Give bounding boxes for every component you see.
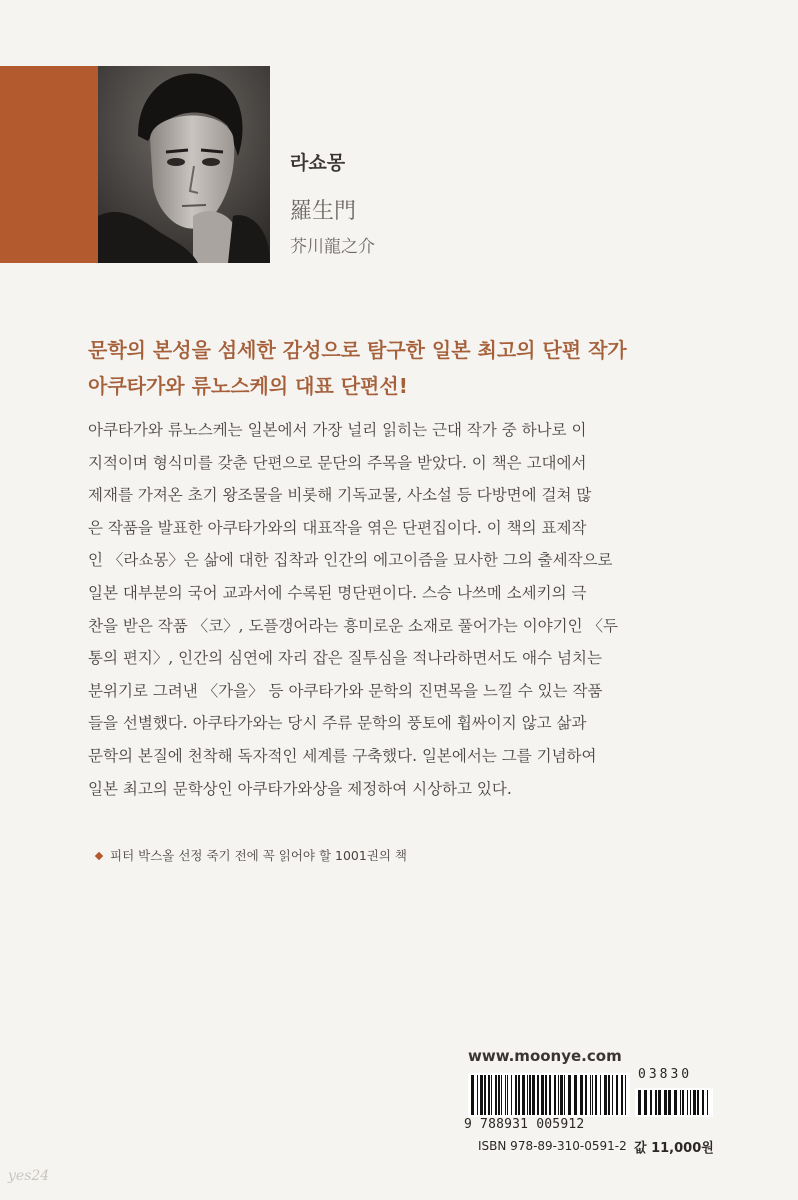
barcode-bar: [560, 1075, 563, 1115]
barcode-bar: [616, 1075, 618, 1115]
barcode-bar: [471, 1075, 474, 1115]
barcode-bar: [638, 1090, 641, 1115]
body-line: 찬을 받은 작품 〈코〉, 도플갱어라는 흥미로운 소재로 풀어가는 이야기인 〈두: [88, 616, 618, 635]
barcode-bar: [488, 1075, 490, 1115]
body-line: 아쿠타가와 류노스케는 일본에서 가장 널리 읽히는 근대 작가 중 하나로 이: [88, 421, 587, 439]
author-portrait: [98, 66, 270, 263]
body-line: 제재를 가져온 초기 왕조물을 비롯해 기독교물, 사소설 등 다방면에 걸쳐 많: [88, 486, 592, 505]
barcode-bar: [580, 1075, 583, 1115]
barcode-addon-digits: 03830: [638, 1067, 693, 1082]
barcode-bar: [625, 1075, 626, 1115]
headline: [88, 332, 728, 404]
body-line: 일본 대부분의 국어 교과서에 수록된 명단편이다. 스승 나쓰메 소세키의 극: [88, 583, 587, 602]
barcode-bar: [554, 1075, 556, 1115]
barcode-bar: [518, 1075, 520, 1115]
barcode-bar: [537, 1075, 539, 1115]
barcode-bar: [505, 1075, 506, 1115]
body-line: 일본 최고의 문학상인 아쿠타가와상을 제정하여 시상하고 있다.: [88, 779, 512, 798]
barcode-bar: [511, 1075, 512, 1115]
price: 값 11,000원: [634, 1141, 714, 1156]
award-note: [96, 846, 407, 864]
barcode-bar: [549, 1075, 551, 1115]
barcode-bar: [574, 1075, 577, 1115]
body-line: 들을 선별했다. 아쿠타가와는 당시 주류 문학의 풍토에 휩싸이지 않고 삶과: [88, 714, 587, 733]
barcode-bar: [604, 1075, 607, 1115]
barcode-bar: [498, 1075, 500, 1115]
barcode-bar: [501, 1075, 502, 1115]
body-line: 분위기로 그려낸 〈가을〉 등 아쿠타가와 문학의 진면목을 느낄 수 있는 작품: [88, 681, 603, 700]
addon-barcode: [635, 1088, 713, 1117]
barcode-bar: [644, 1090, 647, 1115]
barcode-bar: [480, 1075, 483, 1115]
barcode-bar: [541, 1075, 544, 1115]
barcode-bar: [650, 1090, 652, 1115]
headline-line: 아쿠타가와 류노스케의 대표 단편선!: [88, 374, 408, 398]
author-name: 芥川龍之介: [290, 237, 375, 257]
barcode-bar: [655, 1090, 657, 1115]
barcode-bar: [682, 1090, 684, 1115]
barcode-bar: [491, 1075, 492, 1115]
barcode-bar: [590, 1075, 591, 1115]
watermark: yes24: [8, 1168, 50, 1184]
barcode-bar: [592, 1075, 593, 1115]
isbn-number: ISBN 978-89-310-0591-2: [478, 1139, 627, 1153]
barcode-bar: [690, 1090, 691, 1115]
barcode-bar: [693, 1090, 696, 1115]
isbn-barcode: [468, 1073, 630, 1117]
barcode-bar: [564, 1075, 565, 1115]
barcode-digits: 9 788931 005912: [464, 1117, 585, 1132]
barcode-bar: [608, 1075, 610, 1115]
body-line: 은 작품을 발표한 아쿠타가와의 대표작을 엮은 단편집이다. 이 책의 표제작: [88, 518, 587, 537]
barcode-bar: [515, 1075, 517, 1115]
barcode-bar: [585, 1075, 587, 1115]
barcode-bar: [697, 1090, 699, 1115]
barcode-bar: [664, 1090, 667, 1115]
barcode-bar: [532, 1075, 535, 1115]
barcode-bar: [545, 1075, 547, 1115]
barcode-bar: [702, 1090, 704, 1115]
body-line: 지적이며 형식미를 갖춘 단편으로 문단의 주목을 받았다. 이 책은 고대에서: [88, 453, 587, 472]
book-title-korean: 라쇼몽: [290, 152, 346, 174]
barcode-bar: [658, 1090, 661, 1115]
barcode-bar: [527, 1075, 528, 1115]
barcode-bar: [707, 1090, 708, 1115]
award-note-text: 피터 박스올 선정 죽기 전에 꼭 읽어야 할 1001권의 책: [110, 848, 407, 863]
accent-color-band: [0, 66, 98, 263]
barcode-bar: [668, 1090, 671, 1115]
barcode-bar: [558, 1075, 559, 1115]
body-line: 통의 편지〉, 인간의 심연에 자리 잡은 질투심을 적나라하면서도 애수 넘치는: [88, 649, 602, 668]
body-line: 문학의 본질에 천착해 독자적인 세계를 구축했다. 일본에서는 그를 기념하여: [88, 746, 597, 765]
barcode-bar: [495, 1075, 497, 1115]
barcode-bar: [621, 1075, 623, 1115]
book-title-original: 羅生門: [290, 199, 357, 224]
barcode-bar: [507, 1075, 508, 1115]
barcode-bar: [680, 1090, 681, 1115]
barcode-bar: [595, 1075, 597, 1115]
diamond-bullet-icon: [95, 852, 103, 860]
barcode-bar: [600, 1075, 601, 1115]
barcode-bar: [477, 1075, 478, 1115]
barcode-bar: [484, 1075, 486, 1115]
barcode-bar: [674, 1090, 677, 1115]
headline-line: 문학의 본성을 섬세한 감성으로 탐구한 일본 최고의 단편 작가: [88, 338, 627, 362]
barcode-bar: [529, 1075, 531, 1115]
barcode-bar: [568, 1075, 571, 1115]
description-body: [88, 414, 728, 805]
publisher-url: www.moonye.com: [468, 1047, 622, 1065]
barcode-bar: [687, 1090, 688, 1115]
body-line: 인 〈라쇼몽〉은 삶에 대한 집착과 인간의 에고이즘을 묘사한 그의 출세작으로: [88, 551, 613, 570]
barcode-bar: [612, 1075, 613, 1115]
barcode-bar: [522, 1075, 525, 1115]
